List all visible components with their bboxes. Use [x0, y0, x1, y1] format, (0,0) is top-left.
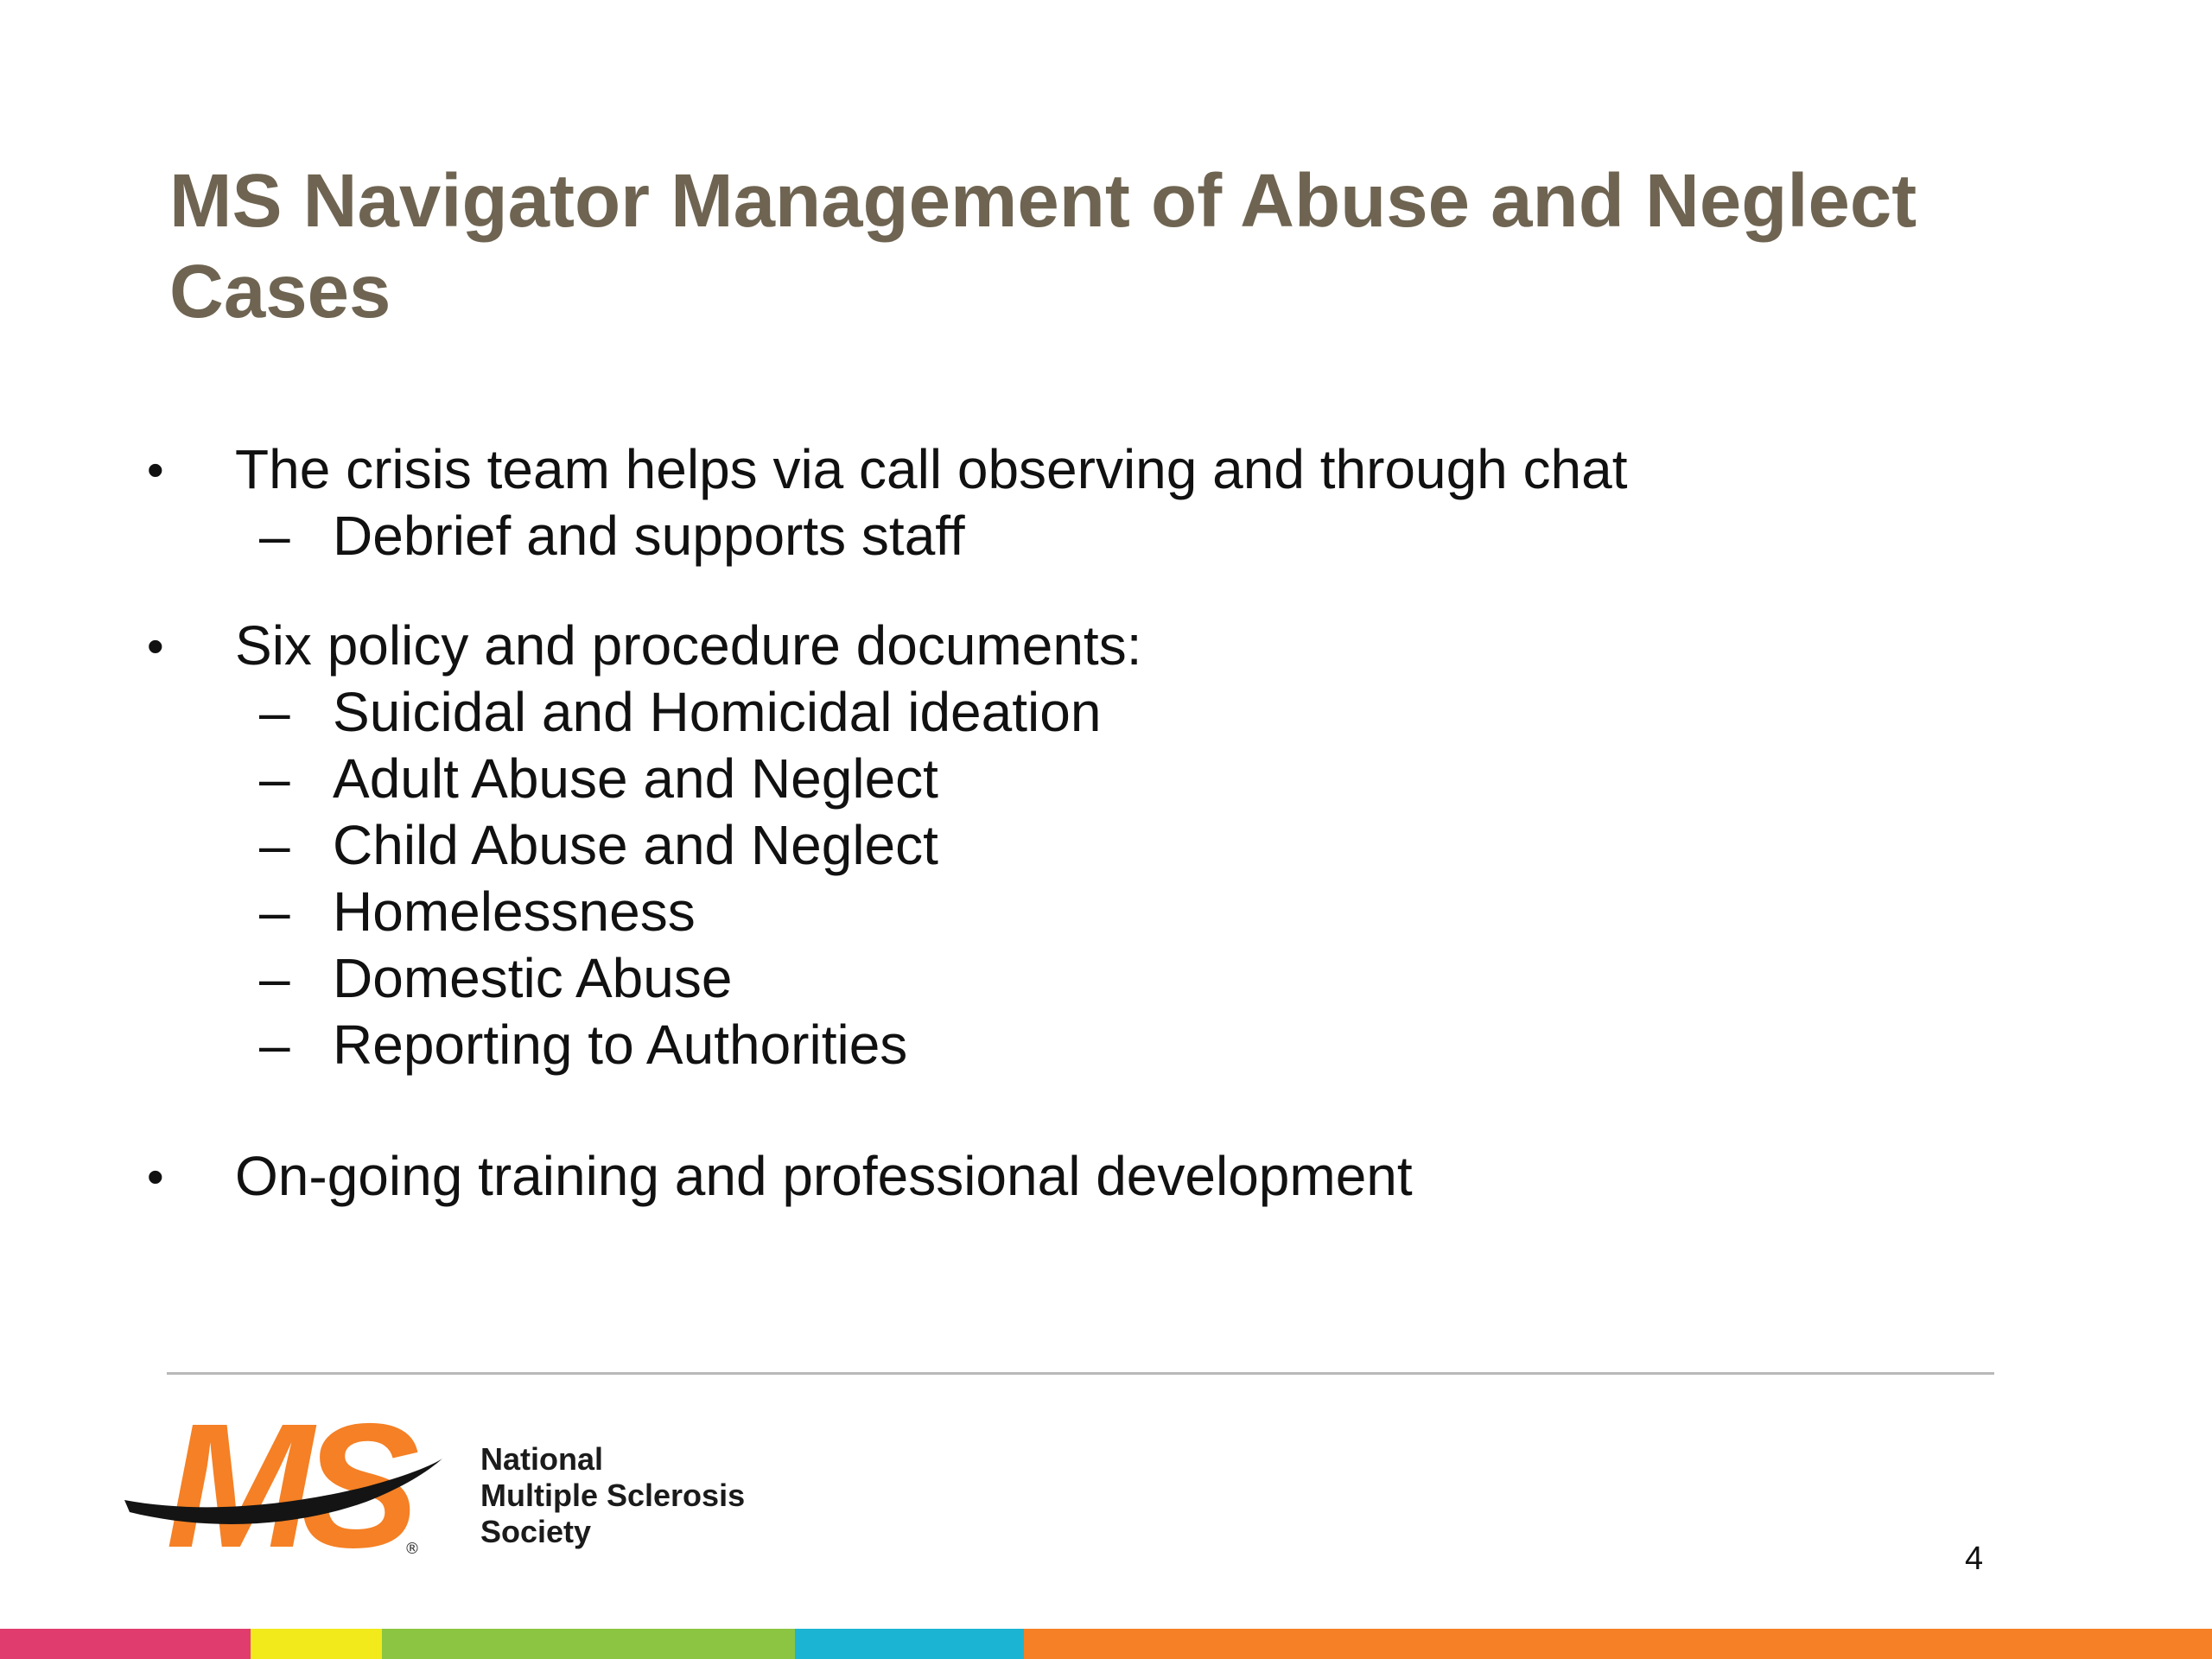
org-line: National	[480, 1441, 604, 1477]
sub-text: Reporting to Authorities	[333, 1014, 908, 1076]
sub-item	[147, 679, 1961, 746]
bullet-item	[147, 436, 1961, 569]
slide-title: MS Navigator Management of Abuse and Neglect Cases	[169, 159, 1917, 334]
bullet-item	[147, 613, 1961, 1078]
sub-text: Debrief and supports staff	[333, 505, 965, 567]
sub-list	[235, 679, 1961, 1078]
bullet-list	[147, 436, 1961, 1210]
page-number: 4	[1965, 1541, 1984, 1577]
sub-glyph: –	[259, 681, 290, 743]
color-bar-yellow	[251, 1629, 382, 1659]
sub-text: Homelessness	[333, 880, 696, 943]
sub-glyph: –	[259, 747, 290, 810]
sub-item	[147, 879, 1961, 945]
color-bar-blue	[795, 1629, 1024, 1659]
bullet-glyph: •	[147, 1149, 164, 1204]
bullet-text: The crisis team helps via call observing and through chat	[235, 438, 1628, 500]
bullet-text: On-going training and professional development	[235, 1145, 1413, 1207]
bullet-glyph: •	[147, 619, 164, 673]
bullet-glyph: •	[147, 442, 164, 497]
color-bar-pink	[0, 1629, 251, 1659]
org-line: Multiple Sclerosis	[480, 1478, 746, 1513]
sub-text: Adult Abuse and Neglect	[333, 747, 938, 810]
registered-mark: ®	[404, 1540, 420, 1558]
sub-glyph: –	[259, 505, 290, 567]
org-name	[480, 1441, 745, 1550]
bullet-item	[147, 1143, 1961, 1210]
footer-divider	[167, 1372, 1994, 1375]
sub-text: Suicidal and Homicidal ideation	[333, 681, 1102, 743]
bullet-text: Six policy and procedure documents:	[235, 614, 1142, 677]
sub-item	[147, 1012, 1961, 1078]
sub-text: Domestic Abuse	[333, 947, 733, 1009]
sub-item	[147, 945, 1961, 1012]
color-bar-green	[382, 1629, 795, 1659]
ms-logo-icon	[121, 1417, 458, 1564]
sub-text: Child Abuse and Neglect	[333, 814, 938, 876]
sub-item	[147, 503, 1961, 569]
color-bar-orange	[1024, 1629, 2212, 1659]
sub-item	[147, 812, 1961, 879]
sub-glyph: –	[259, 814, 290, 876]
sub-glyph: –	[259, 947, 290, 1009]
sub-item	[147, 746, 1961, 812]
sub-glyph: –	[259, 880, 290, 943]
sub-list	[235, 503, 1961, 569]
sub-glyph: –	[259, 1014, 290, 1076]
logo-mark: MS	[166, 1417, 408, 1564]
org-line: Society	[480, 1514, 592, 1549]
